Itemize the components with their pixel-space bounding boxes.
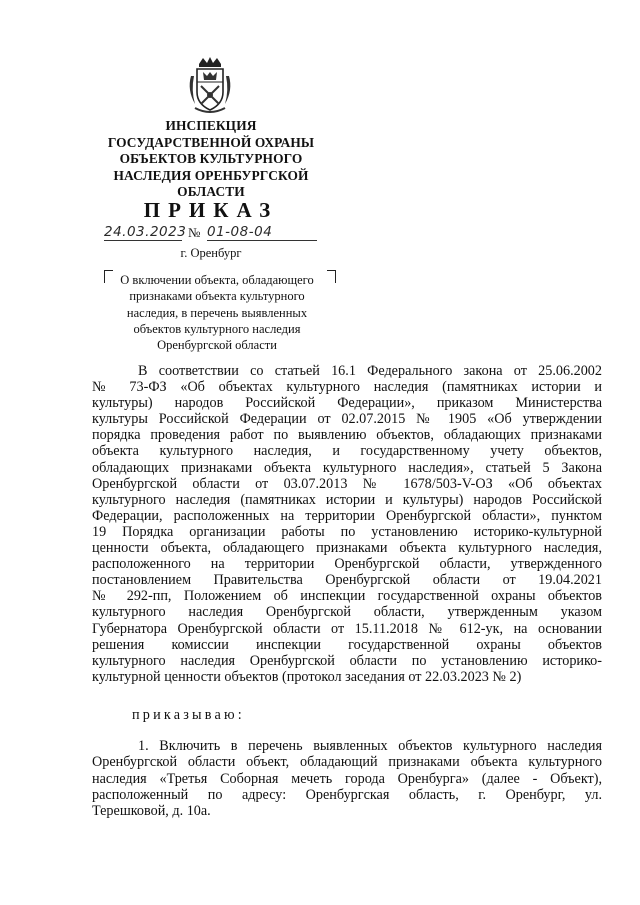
clause-line: 1. Включить в перечень выявленных объектов культурного наследия	[138, 738, 602, 754]
organization-name	[96, 118, 326, 201]
document-subject	[110, 272, 324, 353]
organization-line: ОБЪЕКТОВ КУЛЬТУРНОГО	[119, 151, 303, 166]
preamble-line: культурной ценности объектов (протокол заседания от 22.03.2023 № 2)	[92, 668, 522, 685]
clause-line: Терешковой, д. 10а.	[92, 803, 211, 820]
preamble-line: № 73-ФЗ «Об объектах культурного наследия (памятниках истории и	[92, 379, 602, 396]
document-title: ПРИКАЗ	[143, 198, 279, 222]
subject-line: наследия, в перечень выявленных	[126, 305, 308, 320]
preamble-line: объекта культурного наследия, и государственному учету объектов,	[92, 443, 602, 460]
preamble-line: культурного наследия Оренбургской области, утвержденным указом	[92, 604, 602, 621]
preamble-line: культурного наследия (памятниках истории и культуры) народов Российской	[92, 491, 602, 508]
preamble-line: постановлением Правительства Оренбургской области от 19.04.2021	[92, 572, 602, 589]
order-word: приказываю:	[132, 707, 245, 723]
preamble-line: расположенного на территории Оренбургской области, утвержденного	[92, 556, 602, 573]
subject-line: признаками объекта культурного	[129, 289, 305, 304]
preamble-line: культурного наследия Оренбургской области по установлению историко-	[92, 652, 602, 669]
preamble-line: обладающих признаками объекта культурного наследия», статьей 5 Закона	[92, 459, 602, 476]
preamble-line: 19 Порядка организации работы по установлению историко-культурной	[92, 523, 602, 540]
preamble-line: порядка проведения работ по выявлению объектов, обладающих признаками	[92, 427, 602, 444]
subject-line: О включении объекта, обладающего	[120, 273, 314, 287]
preamble-paragraph	[92, 363, 602, 685]
organization-line: НАСЛЕДИЯ ОРЕНБУРГСКОЙ	[113, 167, 309, 183]
preamble-line: В соответствии со статьей 16.1 Федерального закона от 25.06.2002	[138, 363, 602, 379]
orenburg-coat-of-arms-icon	[185, 56, 235, 116]
clause-line: расположенный по адресу: Оренбургская область, г. Оренбург, ул.	[92, 786, 602, 803]
subject-line: объектов культурного наследия	[133, 321, 301, 336]
preamble-line: Федерации, расположенных на территории Оренбургской области», пунктом	[92, 507, 602, 524]
preamble-line: ценности объекта, обладающего признаками объекта культурного наследия,	[92, 540, 602, 557]
document-number: 01-08-04	[207, 224, 317, 241]
clause-line: Оренбургской области объект, обладающий признаками объекта культурного	[92, 754, 602, 771]
subject-bracket-right	[327, 270, 336, 283]
organization-line: ГОСУДАРСТВЕННОЙ ОХРАНЫ	[107, 134, 315, 150]
date-number-row	[104, 224, 324, 244]
organization-line: ИНСПЕКЦИЯ	[165, 118, 257, 133]
clause-line: наследия «Третья Соборная мечеть города Оренбурга» (далее - Объект),	[92, 770, 602, 787]
preamble-line: культуры) народов Российской Федерации», приказом Министерства	[92, 395, 602, 412]
preamble-line: Губернатора Оренбургской области от 15.11.2018 № 612-ук, на основании	[92, 620, 602, 637]
preamble-line: № 292-пп, Положением об инспекции государственной охраны объектов	[92, 588, 602, 605]
preamble-line: Оренбургской области от 03.07.2013 № 1678/503-V-ОЗ «Об объектах	[92, 475, 602, 492]
number-sign: №	[188, 225, 201, 240]
preamble-line: решения комиссии инспекции государственной охраны объектов	[92, 636, 602, 653]
preamble-line: культуры Российской Федерации от 02.07.2015 № 1905 «Об утверждении	[92, 411, 602, 428]
document-city: г. Оренбург	[180, 246, 242, 260]
clause-1	[92, 738, 602, 819]
organization-line: ОБЛАСТИ	[177, 184, 245, 199]
document-date: 24.03.2023	[104, 224, 187, 240]
subject-line: Оренбургской области	[157, 338, 277, 353]
